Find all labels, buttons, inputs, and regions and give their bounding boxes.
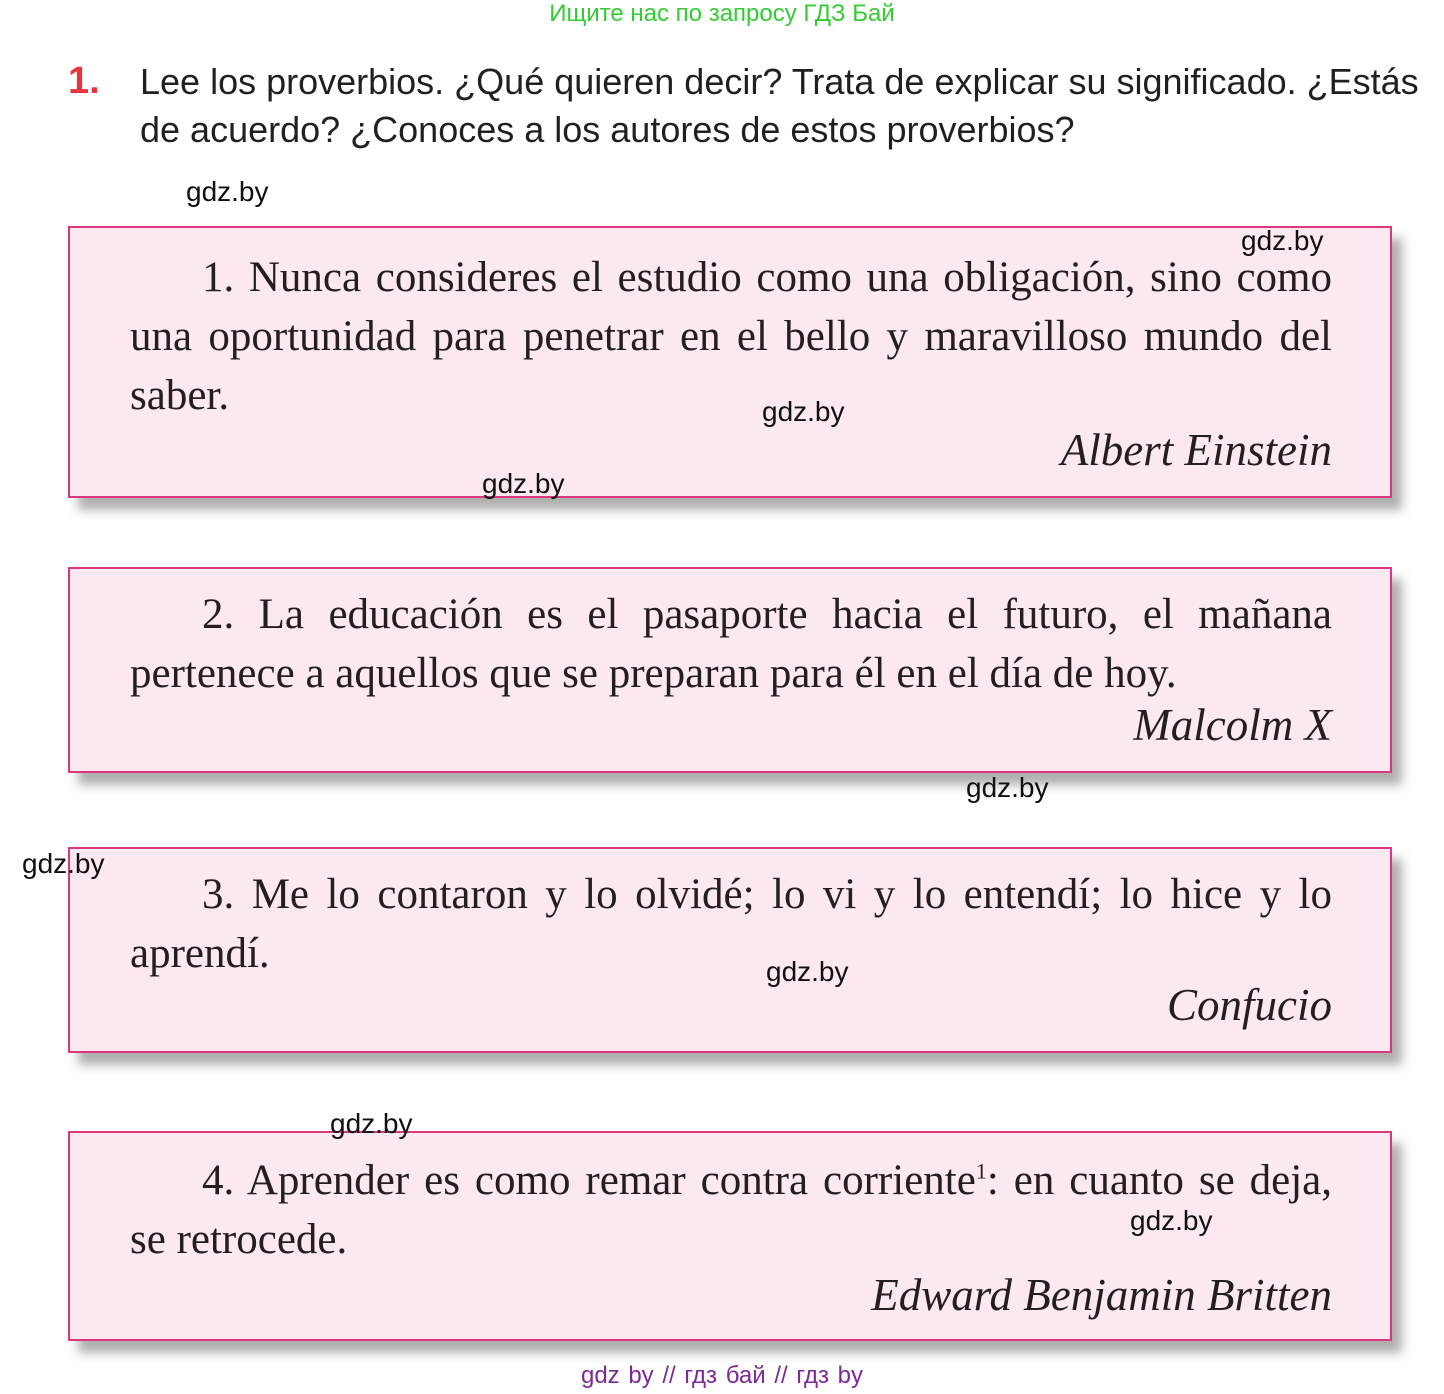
proverb-card-2 [68,567,1392,773]
proverb-text: 1. Nunca consideres el estudio como una obligación, sino como una oportunidad para penetrar en el bello y maravilloso mundo del saber. [130,254,1332,419]
watermark-label: gdz.by [482,468,565,499]
proverb-card-1 [68,226,1392,498]
task-number: 1. [68,60,100,102]
proverb-author: Edward Benjamin Britten [871,1270,1332,1320]
watermark-label: gdz.by [22,848,105,879]
footnote-mark: 1 [975,1158,987,1184]
watermark-label: gdz.by [330,1108,413,1139]
top-watermark: Ищите нас по запросу ГДЗ Бай [549,0,895,27]
task-instruction: Lee los proverbios. ¿Qué quieren decir? Trata de explicar su significado. ¿Estás de acuerdo? ¿Conoces a los autores de estos proverbios? [140,61,1419,150]
watermark-label: gdz.by [1130,1205,1213,1236]
watermark-label: gdz.by [186,176,269,207]
proverb-text: 3. Me lo contaron y lo olvidé; lo vi y lo entendí; lo hice y lo aprendí. [130,871,1332,977]
proverb-text-part: 4. Aprender es como remar contra corriente [202,1157,976,1204]
proverb-text: 2. La educación es el pasaporte hacia el futuro, el mañana pertenece a aquellos que se preparan para él en el día de hoy. [130,591,1332,697]
proverb-author: Malcolm X [1133,700,1332,750]
proverb-text-part: : en cuanto se deja, se retrocede. [130,1157,1332,1263]
watermark-label: gdz.by [762,396,845,427]
proverb-author: Confucio [1167,980,1332,1030]
proverb-author: Albert Einstein [1060,425,1332,475]
watermark-label: gdz.by [966,772,1049,803]
proverb-card-3 [68,847,1392,1053]
watermark-label: gdz.by [1241,225,1324,256]
watermark-label: gdz.by [766,956,849,987]
bottom-watermark: gdz by // гдз бай // гдз by [580,1362,864,1389]
